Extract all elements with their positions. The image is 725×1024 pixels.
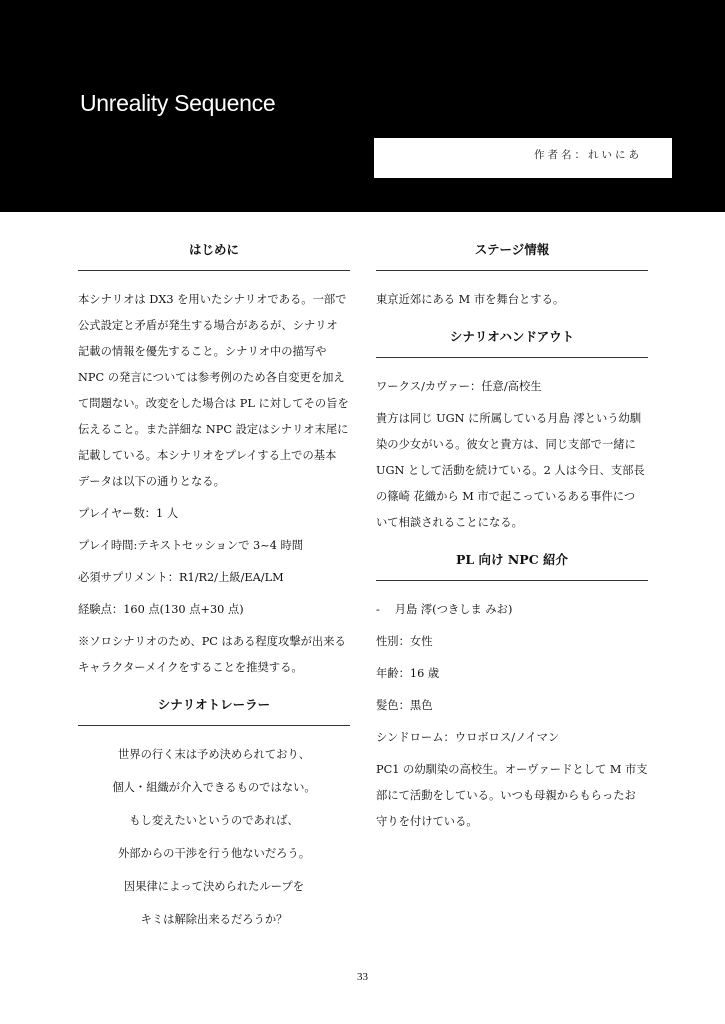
npc-desc-line: 守りを付けている。 [376,815,478,828]
intro-paragraph [78,287,350,495]
intro-heading: はじめに [78,240,350,271]
stage-heading: ステージ情報 [376,240,648,271]
trailer-line: 世界の行く末は予め決められており、 [117,748,311,761]
npc-desc-line: 部にて活動をしている。いつも母親からもらったお [376,789,636,802]
intro-line: 伝えること。また詳細な NPC 設定はシナリオ末尾に [78,423,349,436]
works-cover: ワークス/カヴァー：任意/高校生 [376,380,542,393]
trailer-line: もし変えたいというのであれば、 [129,814,299,827]
solo-note [78,629,350,681]
scenario-title: Unreality Sequence [80,90,276,116]
handout-line: 染の少女がいる。彼女と貴方は、同じ支部で一緒に [376,438,636,451]
header-band [0,0,725,212]
intro-line: 記載の情報を優先すること。シナリオ中の描写や [78,345,327,358]
right-column [376,240,648,835]
npc-heading: PL 向け NPC 紹介 [376,550,648,581]
trailer-line: 外部からの干渉を行う他ないだろう。 [117,847,311,860]
experience-points: 経験点：160 点(130 点+30 点) [78,603,244,616]
stage-text: 東京近郊にある M 市を舞台とする。 [376,293,565,306]
npc-name: - 月島 澪(つきしま みお) [376,603,513,616]
author-label: 作者名：れいにあ [534,149,642,161]
intro-line: NPC の発言については参考例のため各自変更を加え [78,371,345,384]
left-column [78,240,350,940]
handout-line: UGN として活動を続けている。2 人は今日、支部長 [376,464,645,477]
npc-gender: 性別：女性 [376,635,433,648]
handout-heading: シナリオハンドアウト [376,327,648,358]
player-count: プレイヤー数：1 人 [78,507,179,520]
play-time: プレイ時間:テキストセッションで 3~4 時間 [78,539,304,552]
trailer-heading: シナリオトレーラー [78,695,350,726]
intro-line: 記載している。本シナリオをプレイする上での基本 [78,449,337,462]
npc-hair: 髪色：黒色 [376,699,433,712]
npc-age: 年齢：16 歳 [376,667,440,680]
page-number: 33 [357,971,368,983]
npc-description [376,757,648,835]
trailer-line: キミは解除出来るだろうか？ [140,913,288,926]
intro-line: データは以下の通りとなる。 [78,475,225,488]
author-box [374,138,672,178]
intro-line: 公式設定と矛盾が発生する場合があるが、シナリオ [78,319,338,332]
npc-desc-line: PC1 の幼馴染の高校生。オーヴァードとして M 市支 [376,763,648,776]
note-line: キャラクターメイクをすることを推奨する。 [78,661,303,674]
npc-syndrome: シンドローム：ウロボロス/ノイマン [376,731,560,744]
handout-line: の篠崎 花織から M 市で起こっているある事件につ [376,490,636,503]
note-line: ※ソロシナリオのため、PC はある程度攻撃が出来る [78,635,346,648]
required-supplements: 必須サプリメント：R1/R2/上級/EA/LM [78,571,284,584]
trailer-text [78,742,350,932]
intro-line: 本シナリオは DX3 を用いたシナリオである。一部で [78,293,347,306]
intro-line: て問題ない。改変をした場合は PL に対してその旨を [78,397,349,410]
handout-line: 貴方は同じ UGN に所属している月島 澪という幼馴 [376,412,642,425]
trailer-line: 個人・組織が介入できるものではない。 [112,781,316,794]
trailer-line: 因果律によって決められたループを [123,880,305,893]
handout-paragraph [376,406,648,536]
handout-line: いて相談されることになる。 [376,516,523,529]
